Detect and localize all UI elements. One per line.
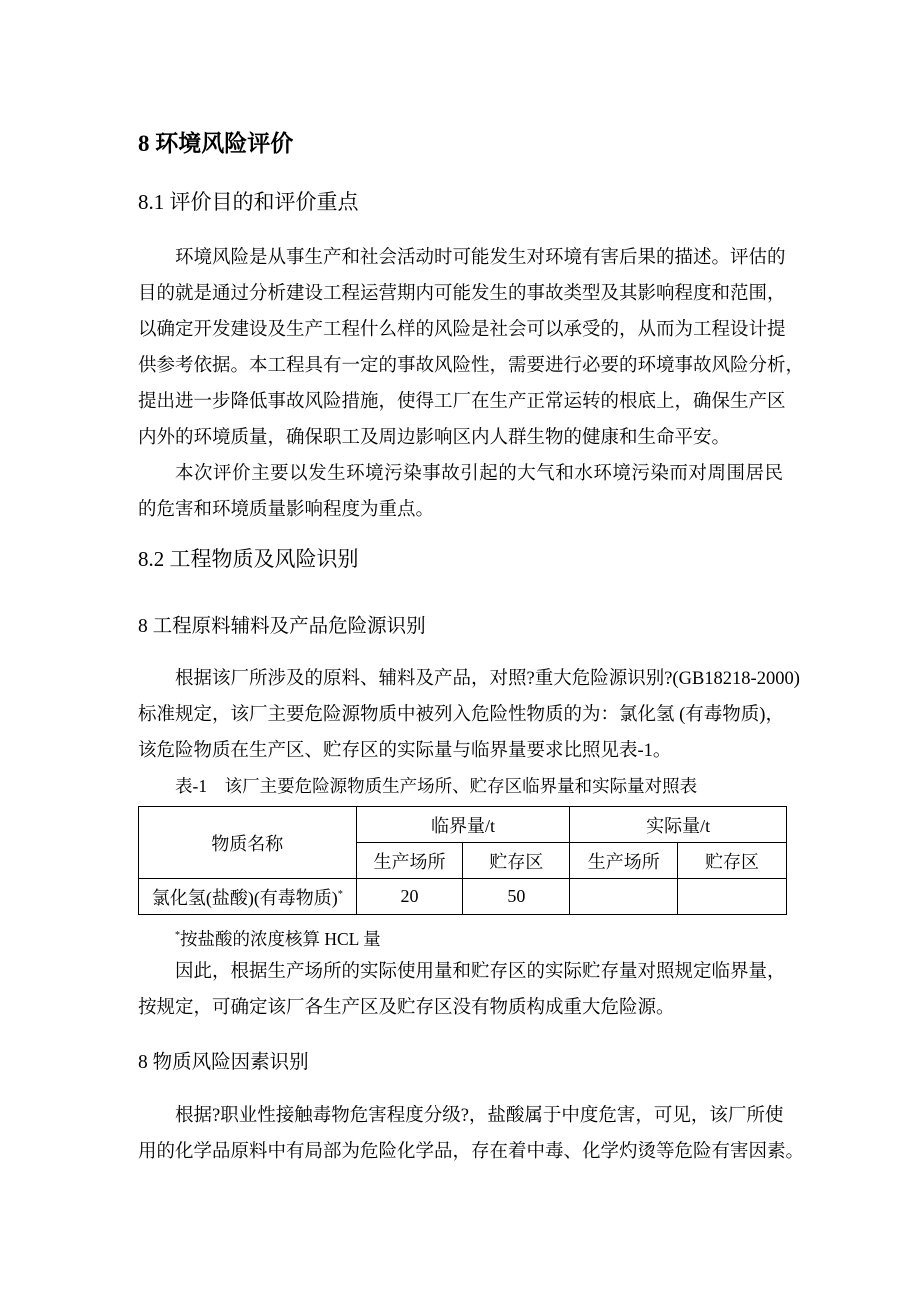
- cell-substance: [139, 879, 357, 915]
- paragraph-line: 本次评价主要以发生环境污染事故引起的大气和水环境污染而对周围居民: [175, 464, 783, 484]
- header-production-site: 生产场所: [356, 843, 463, 879]
- cell-crit-prod: 20: [356, 879, 463, 915]
- header-storage-area: 贮存区: [678, 843, 787, 879]
- paragraph-line: 的危害和环境质量影响程度为重点。: [138, 500, 435, 520]
- hazard-table: [138, 806, 787, 915]
- paragraph-line: 目的就是通过分析建设工程运营期内可能发生的事故类型及其影响程度和范围，: [138, 284, 786, 304]
- paragraph-line: 环境风险是从事生产和社会活动时可能发生对环境有害后果的描述。评估的: [175, 248, 786, 268]
- paragraph-line: 以确定开发建设及生产工程什么样的风险是社会可以承受的，从而为工程设计提: [138, 320, 786, 340]
- footnote-mark: *: [337, 888, 343, 900]
- table-footnote: [175, 918, 783, 954]
- paragraph-line: 提出进一步降低事故风险措施，使得工厂在生产正常运转的根底上，确保生产区: [138, 392, 786, 412]
- section-heading-8-2: 8.2 工程物质及风险识别: [138, 547, 359, 571]
- paragraph-line: 按规定，可确定该厂各生产区及贮存区没有物质构成重大危险源。: [138, 998, 675, 1018]
- footnote-mark: *: [175, 930, 180, 941]
- table-caption: 表-1 该厂主要危险源物质生产场所、贮存区临界量和实际量对照表: [175, 776, 698, 796]
- paragraph-line: 根据?职业性接触毒物危害程度分级?，盐酸属于中度危害，可见，该厂所使: [175, 1106, 784, 1126]
- header-actual-amount: 实际量/t: [570, 807, 787, 843]
- paragraph-line: 标准规定，该厂主要危险源物质中被列入危险性物质的为：氯化氢 (有毒物质)，: [138, 705, 784, 725]
- subsection-heading: 8 工程原料辅料及产品危险源识别: [138, 616, 426, 637]
- header-critical-amount: 临界量/t: [356, 807, 570, 843]
- cell-crit-store: 50: [463, 879, 570, 915]
- paragraph-line: 根据该厂所涉及的原料、辅料及产品，对照?重大危险源识别?(GB18218-2000): [175, 669, 800, 689]
- paragraph-line: 因此，根据生产场所的实际使用量和贮存区的实际贮存量对照规定临界量，: [175, 962, 786, 982]
- header-substance-name: 物质名称: [139, 807, 357, 879]
- header-production-site: 生产场所: [570, 843, 678, 879]
- footnote-text: 按盐酸的浓度核算 HCL 量: [180, 928, 381, 949]
- cell-act-prod: [570, 879, 678, 915]
- substance-name: 氯化氢(盐酸)(有毒物质): [151, 887, 338, 908]
- header-storage-area: 贮存区: [463, 843, 570, 879]
- paragraph-line: 内外的环境质量，确保职工及周边影响区内人群生物的健康和生命平安。: [138, 428, 731, 448]
- paragraph-line: 该危险物质在生产区、贮存区的实际量与临界量要求比照见表-1。: [138, 741, 672, 761]
- cell-act-store: [678, 879, 787, 915]
- table-row: [139, 879, 787, 915]
- section-heading-8-1: 8.1 评价目的和评价重点: [138, 190, 359, 214]
- subsection-heading: 8 物质风险因素识别: [138, 1052, 309, 1073]
- paragraph-line: 供参考依据。本工程具有一定的事故风险性，需要进行必要的环境事故风险分析，: [138, 356, 805, 376]
- chapter-title: 8 环境风险评价: [138, 131, 294, 156]
- paragraph-line: 用的化学品原料中有局部为危险化学品，存在着中毒、化学灼烫等危险有害因素。: [138, 1142, 805, 1162]
